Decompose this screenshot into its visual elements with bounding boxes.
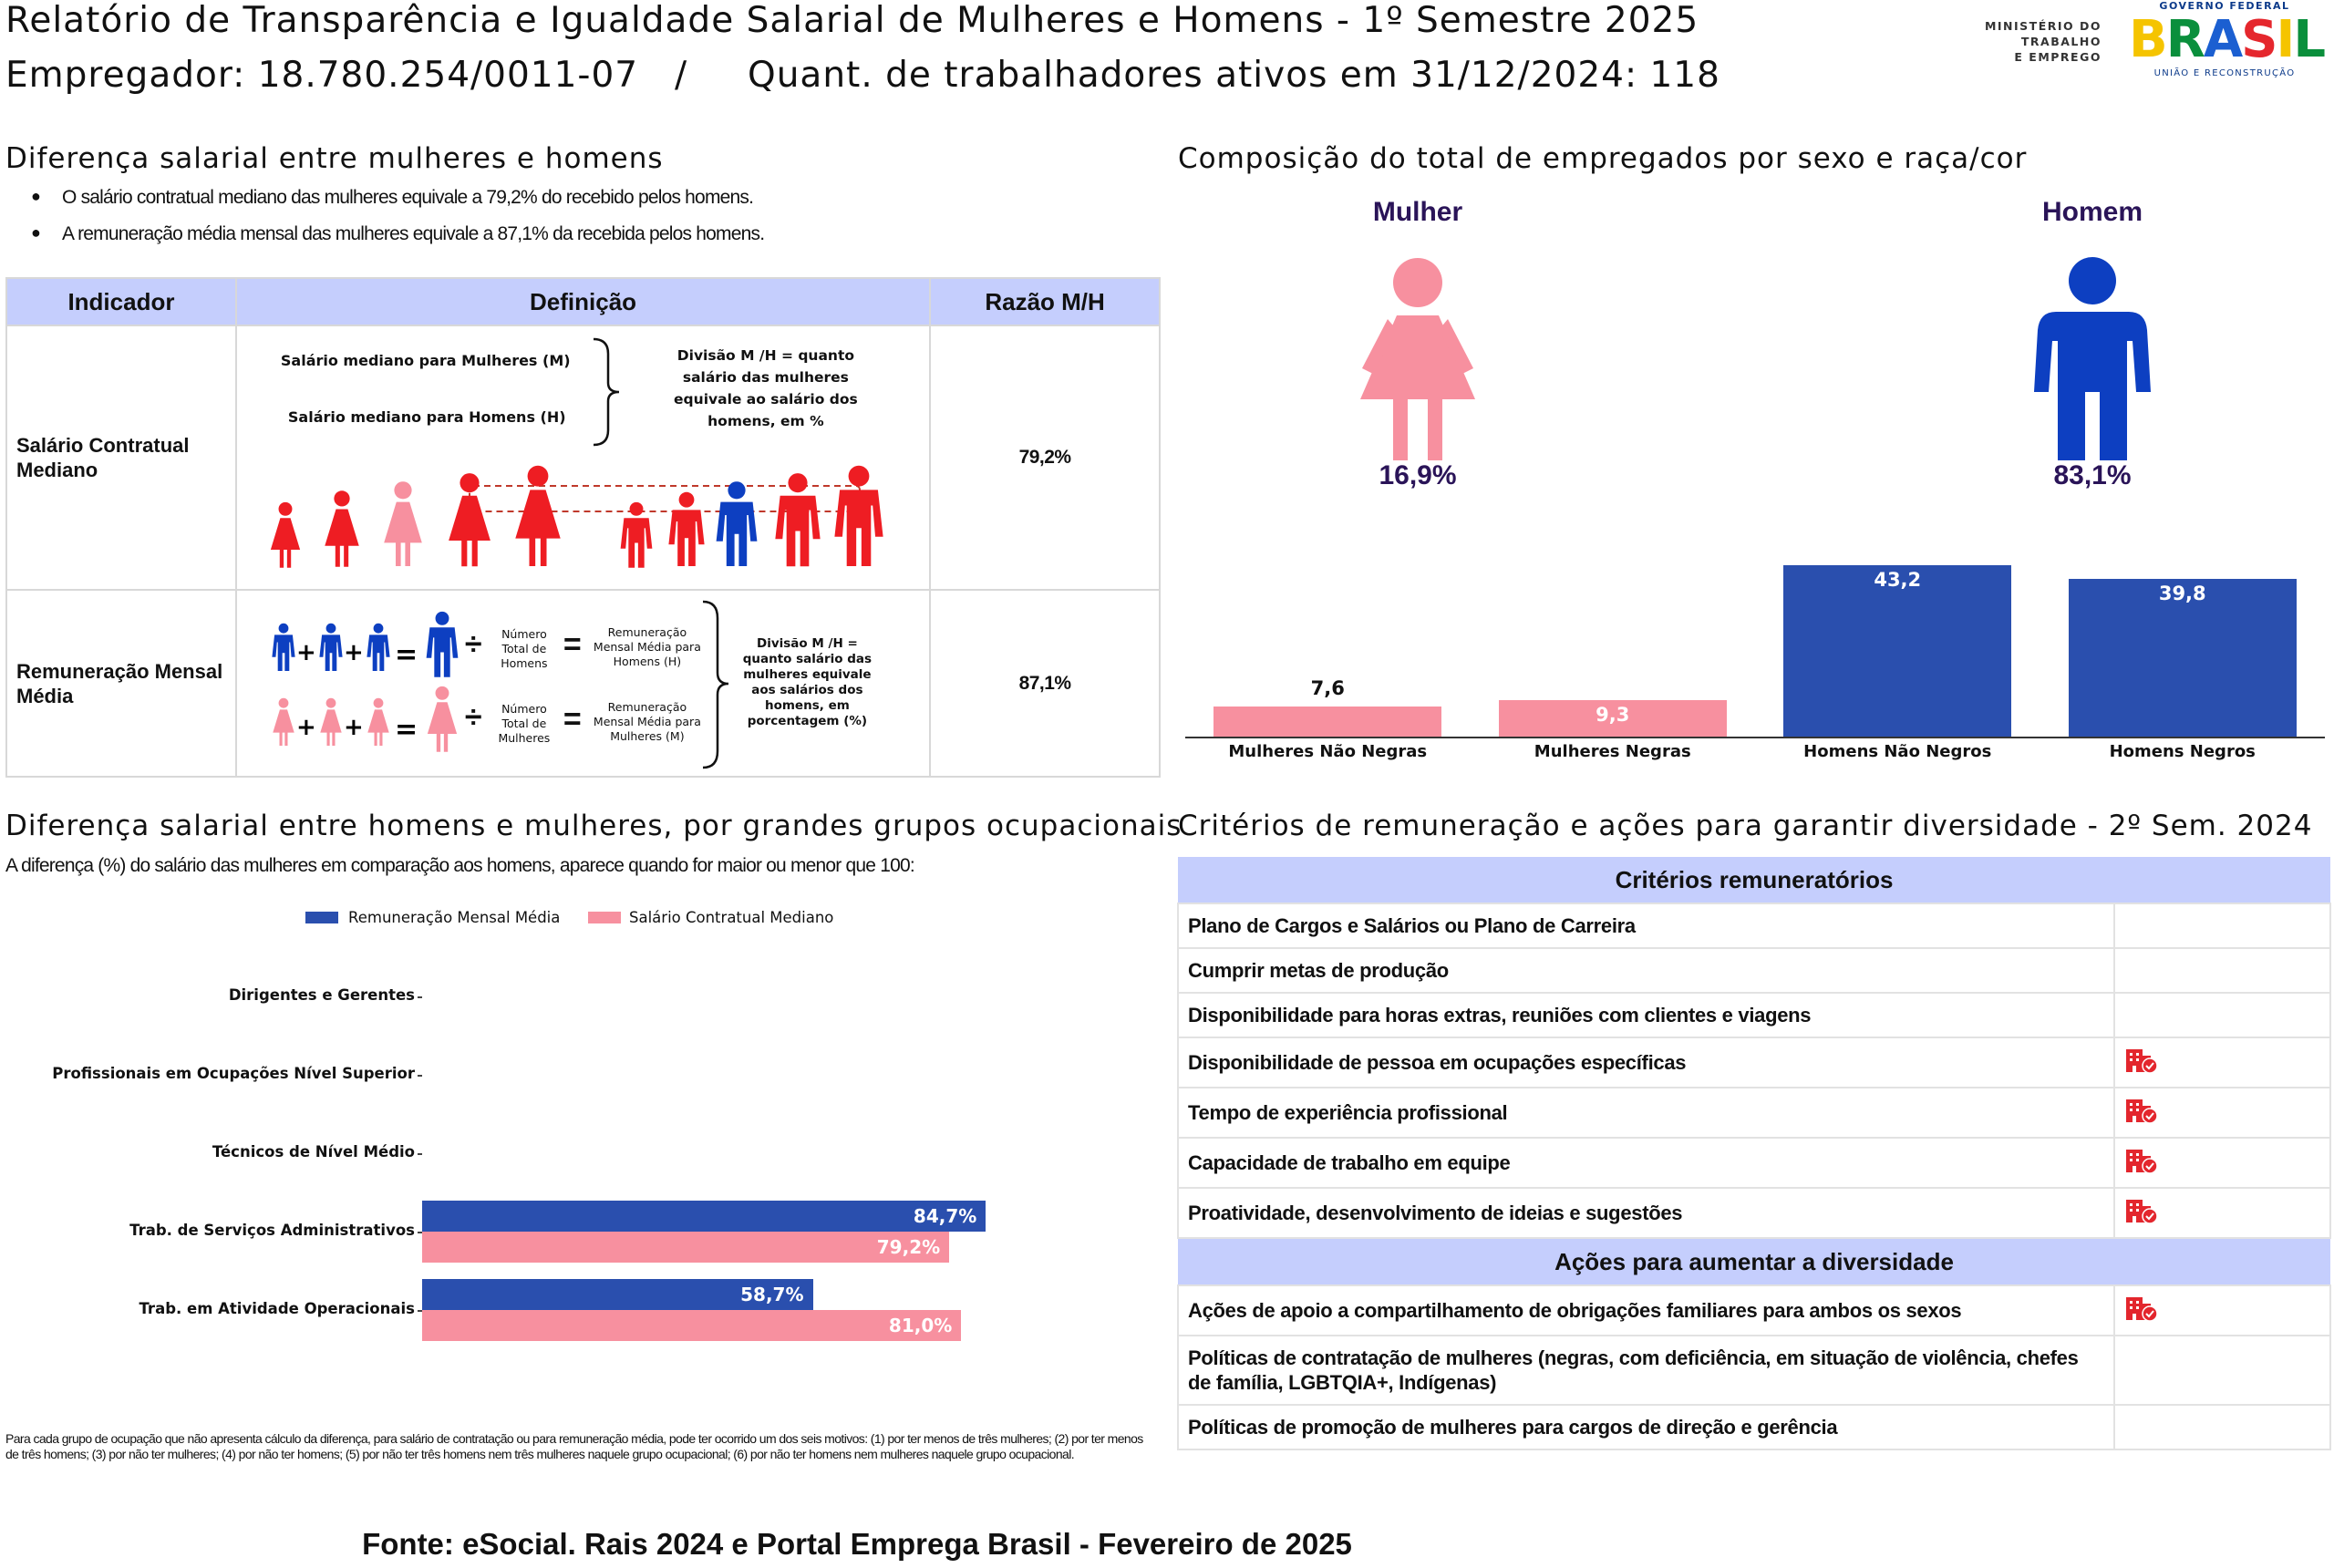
- race-value-label: 7,6: [1310, 676, 1345, 699]
- active-workers: Quant. de trabalhadores ativos em 31/12/2024: 118: [748, 55, 1720, 96]
- svg-text:+: +: [343, 714, 364, 741]
- occupational-subtitle: ● A diferença (%) do salário das mulheres em comparação aos homens, aparece quando for maior ou menor que 100:: [5, 855, 914, 877]
- svg-text:=: =: [394, 639, 418, 671]
- equals-icon: =: [563, 627, 582, 662]
- composition-title: Composição do total de empregados por sexo e raça/cor: [1178, 142, 2028, 175]
- men-percentage: 83,1%: [2053, 460, 2132, 490]
- employer-id: Empregador: 18.780.254/0011-07: [5, 55, 639, 96]
- people-pictogram: [255, 459, 893, 582]
- building-check-icon: [2124, 1156, 2159, 1179]
- svg-text:+: +: [343, 639, 364, 666]
- race-category-label: Homens Não Negros: [1803, 742, 1992, 761]
- legend-average: Remuneração Mensal Média: [348, 909, 561, 926]
- woman-icon: [1340, 255, 1495, 465]
- race-category-label: Homens Negros: [2109, 742, 2256, 761]
- occupation-label: Dirigentes e Gerentes: [228, 986, 415, 1004]
- chart-baseline: [1185, 737, 2325, 738]
- race-composition-chart: [1185, 547, 2325, 766]
- col-definition: Definição: [236, 278, 930, 325]
- row-average-indicator: Remuneração Mensal Média: [6, 590, 236, 777]
- criteria-item: Disponibilidade de pessoa em ocupações específicas: [1178, 1037, 2114, 1088]
- brace-icon: [588, 335, 625, 449]
- occupation-bar-label: 58,7%: [740, 1284, 804, 1305]
- legend-swatch-average: [305, 912, 338, 923]
- total-women: Número Total de Mulheres: [498, 702, 551, 745]
- occupation-label: Trab. de Serviços Administrativos: [129, 1222, 415, 1239]
- row-median-definition: [236, 325, 930, 590]
- criteria-title: Critérios de remuneração e ações para garantir diversidade - 2º Sem. 2024: [1178, 810, 2313, 842]
- criteria-check: [2114, 993, 2330, 1037]
- header-separator: /: [675, 55, 688, 96]
- criteria-check: [2114, 1088, 2330, 1138]
- row-average-definition: [236, 590, 930, 777]
- occupation-bar-label: 84,7%: [913, 1205, 977, 1227]
- occupation-label: Profissionais em Ocupações Nível Superior: [52, 1065, 415, 1082]
- criteria-check: [2114, 1138, 2330, 1188]
- svg-text:=: =: [394, 714, 418, 746]
- def-women-median: Salário mediano para Mulheres (M): [280, 352, 571, 369]
- women-percentage: 16,9%: [1379, 460, 1457, 490]
- action-item: Políticas de promoção de mulheres para cargos de direção e gerência: [1178, 1405, 2114, 1449]
- building-check-icon: [2124, 1206, 2159, 1229]
- gov-brasil-logo: GOVERNO FEDERAL BRASIL UNIÃO E RECONSTRUÇÃO: [2129, 0, 2325, 78]
- criteria-item: Disponibilidade para horas extras, reuniões com clientes e viagens: [1178, 993, 2114, 1037]
- women-label: Mulher: [1372, 197, 1463, 227]
- ratio-average: 87,1%: [930, 590, 1160, 777]
- criteria-check: [2114, 1188, 2330, 1238]
- row-median-indicator: Salário Contratual Mediano: [6, 325, 236, 590]
- sum-pictogram: [269, 609, 479, 764]
- building-check-icon: [2124, 1106, 2159, 1129]
- total-men: Número Total de Homens: [501, 627, 548, 670]
- action-check: [2114, 1405, 2330, 1449]
- equals-icon: =: [563, 702, 582, 737]
- axis-tick: [418, 1075, 422, 1077]
- criteria-item: Plano de Cargos e Salários ou Plano de Carreira: [1178, 903, 2114, 948]
- bullet-average: ● A remuneração média mensal das mulheres equivale a 87,1% da recebida pelos homens.: [62, 223, 764, 245]
- axis-tick: [418, 1153, 422, 1155]
- action-item: Ações de apoio a compartilhamento de obrigações familiares para ambos os sexos: [1178, 1285, 2114, 1336]
- building-check-icon: [2124, 1304, 2159, 1326]
- race-bar: [1213, 707, 1441, 737]
- svg-text:+: +: [295, 714, 316, 741]
- criteria-header: Critérios remuneratórios: [1178, 857, 2330, 903]
- race-category-label: Mulheres Negras: [1534, 742, 1691, 761]
- axis-tick: [418, 996, 422, 998]
- bullet-median: ● O salário contratual mediano das mulheres equivale a 79,2% do recebido pelos homens.: [62, 187, 753, 209]
- division-median: Divisão M /H = quanto salário das mulheres equivale ao salário dos homens, em %: [674, 347, 858, 429]
- action-check: [2114, 1336, 2330, 1405]
- brace-icon: [697, 598, 734, 771]
- criteria-item: Capacidade de trabalho em equipe: [1178, 1138, 2114, 1188]
- criteria-check: [2114, 903, 2330, 948]
- criteria-check: [2114, 948, 2330, 993]
- report-title: Relatório de Transparência e Igualdade Salarial de Mulheres e Homens - 1º Semestre 2025: [5, 0, 1699, 41]
- avg-men: Remuneração Mensal Média para Homens (H): [593, 625, 701, 668]
- legend-swatch-median: [588, 912, 621, 923]
- occupation-label: Trab. em Atividade Operacionais: [139, 1300, 415, 1317]
- men-label: Homem: [2041, 197, 2143, 227]
- footer-source: Fonte: eSocial. Rais 2024 e Portal Emprega Brasil - Fevereiro de 2025: [362, 1527, 1352, 1561]
- criteria-item: Tempo de experiência profissional: [1178, 1088, 2114, 1138]
- criteria-table: [1177, 857, 2331, 1450]
- actions-header: Ações para aumentar a diversidade: [1178, 1238, 2330, 1285]
- col-indicator: Indicador: [6, 278, 236, 325]
- race-category-label: Mulheres Não Negras: [1228, 742, 1428, 761]
- division-average: Divisão M /H = quanto salário das mulheres equivale aos salários dos homens, em porcentagem (%): [742, 636, 873, 728]
- occupation-label: Técnicos de Nível Médio: [212, 1143, 415, 1161]
- col-ratio: Razão M/H: [930, 278, 1160, 325]
- ratio-median: 79,2%: [930, 325, 1160, 590]
- legend-median: Salário Contratual Mediano: [629, 909, 834, 926]
- svg-text:+: +: [295, 639, 316, 666]
- race-value-label: 39,8: [2158, 582, 2206, 604]
- ministry-logo: MINISTÉRIO DO TRABALHO E EMPREGO: [1984, 19, 2102, 64]
- criteria-item: Proatividade, desenvolvimento de ideias e sugestões: [1178, 1188, 2114, 1238]
- race-value-label: 43,2: [1874, 569, 1922, 591]
- divide-icon: ÷: [464, 700, 482, 735]
- occupational-title: Diferença salarial entre homens e mulheres, por grandes grupos ocupacionais: [5, 810, 1182, 842]
- occupational-note: Para cada grupo de ocupação que não apresenta cálculo da diferença, para salário de contratação ou para remuneração média, pode ter ocorrido um dos seis motivos: (1) por ter menos de três mulheres; (2) por ter menos de três homens; (3) por não ter mulheres; (4) por não ter homens; (5) por não ter três homens nem três mulheres naquele grupo ocupacional; (6) por não ter homens nem mulheres naquele grupo ocupacional.: [5, 1431, 1143, 1461]
- race-bar: [1783, 565, 2011, 737]
- action-item: Políticas de contratação de mulheres (negras, com deficiência, em situação de violência, chefes de família, LGBTQIA+, Indígenas): [1178, 1336, 2114, 1405]
- indicator-table: [5, 277, 1161, 778]
- occupational-chart: [0, 948, 1158, 1349]
- occupation-bar-label: 79,2%: [876, 1236, 941, 1258]
- def-men-median: Salário mediano para Homens (H): [287, 408, 566, 426]
- avg-women: Remuneração Mensal Média para Mulheres (M): [593, 700, 701, 743]
- race-value-label: 9,3: [1596, 703, 1630, 726]
- man-icon: [2019, 255, 2165, 465]
- criteria-item: Cumprir metas de produção: [1178, 948, 2114, 993]
- occupation-bar-label: 81,0%: [888, 1315, 953, 1336]
- salary-gap-title: Diferença salarial entre mulheres e homens: [5, 142, 664, 175]
- action-check: [2114, 1285, 2330, 1336]
- divide-icon: ÷: [464, 627, 482, 662]
- criteria-check: [2114, 1037, 2330, 1088]
- building-check-icon: [2124, 1056, 2159, 1078]
